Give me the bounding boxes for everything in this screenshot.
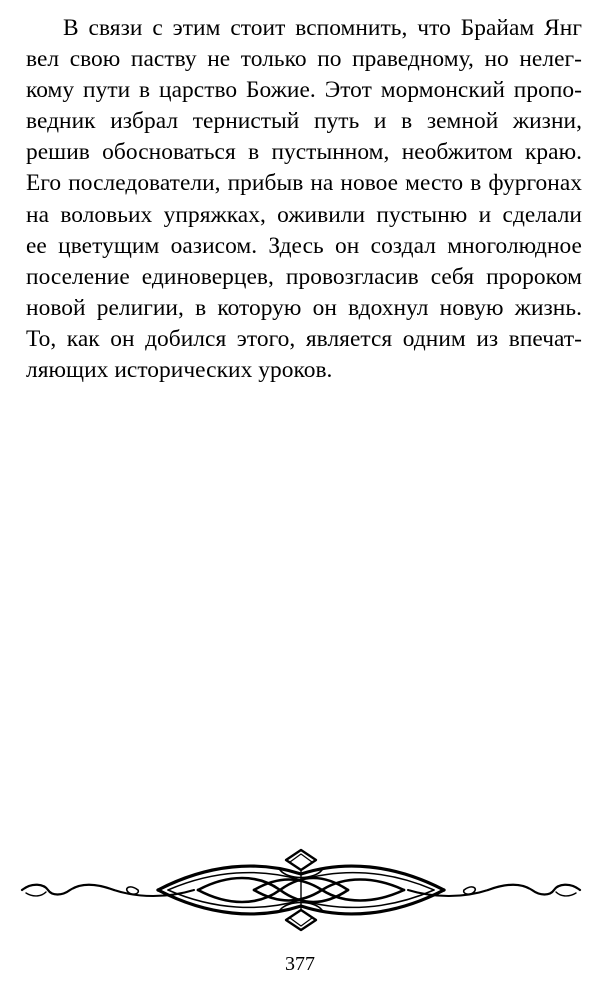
paragraph-line: новой религии, в которую он вдохнул новую жизнь. bbox=[26, 294, 582, 321]
paragraph-line: поселение единоверцев, провозгласив себя пророком bbox=[26, 263, 582, 290]
paragraph-line: вел свою паству не только по праведному, но нелег- bbox=[26, 46, 582, 73]
paragraph-line: ляющих исторических уроков. bbox=[26, 357, 333, 384]
interlace-scroll-ornament-icon bbox=[18, 840, 584, 932]
paragraph-line: ее цветущим оазисом. Здесь он создал многолюдное bbox=[26, 232, 582, 259]
paragraph-line: решив обосноваться в пустынном, необжитом краю. bbox=[26, 139, 582, 166]
paragraph-line: Его последователи, прибыв на новое место в фургонах bbox=[26, 170, 582, 197]
paragraph-line: на воловьих упряжках, оживили пустыню и сделали bbox=[26, 201, 582, 228]
paragraph-line: То, как он добился этого, является одним из впечат- bbox=[26, 325, 582, 352]
body-paragraph bbox=[26, 13, 582, 386]
paragraph-line: ведник избрал тернистый путь и в земной жизни, bbox=[26, 108, 582, 135]
paragraph-line: кому пути в царство Божие. Этот мормонский пропо- bbox=[26, 77, 582, 104]
paragraph-line: В связи с этим стоит вспомнить, что Брайам Янг bbox=[63, 15, 582, 41]
page-number: 377 bbox=[285, 953, 315, 975]
